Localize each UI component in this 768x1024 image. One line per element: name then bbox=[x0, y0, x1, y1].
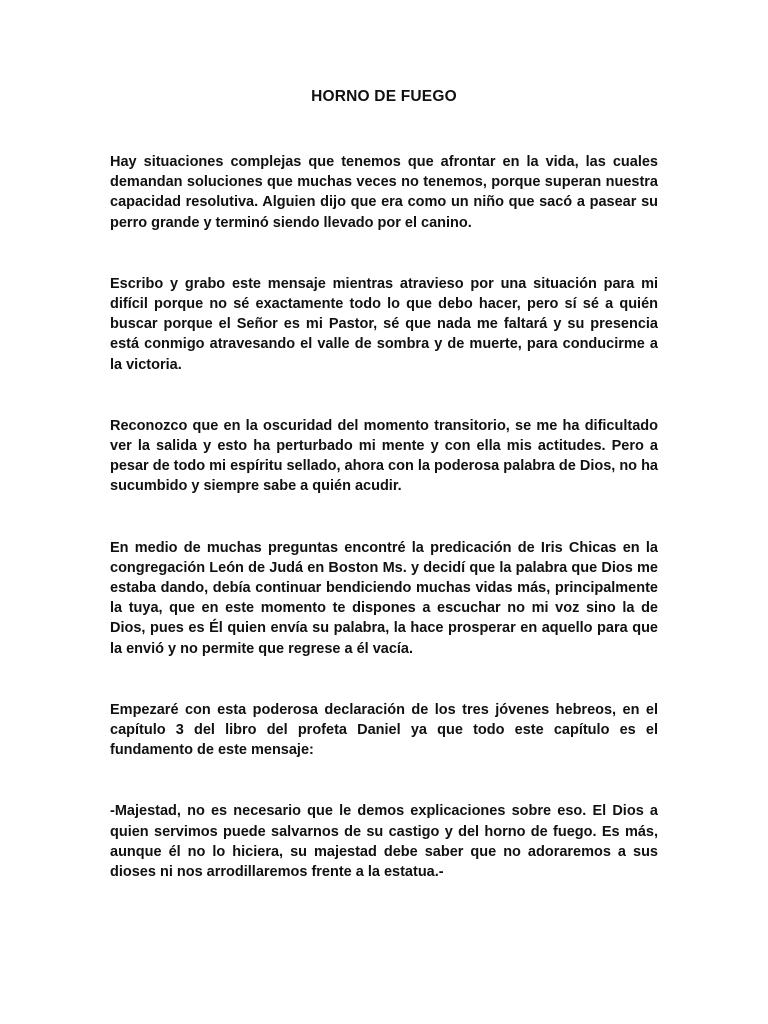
paragraph-4: En medio de muchas preguntas encontré la predicación de Iris Chicas en la congregación León de Judá en Boston Ms. y decidí que la palabra que Dios me estaba dando, debía continuar bendiciendo muchas vidas más, principalmente la tuya, que en este momento te dispones a escuchar no mi voz sino la de Dios, pues es Él quien envía su palabra, la hace prosperar en aquello para que la envió y no permite que regrese a él vacía. bbox=[110, 539, 658, 657]
document-title: HORNO DE FUEGO bbox=[311, 88, 457, 105]
document-body bbox=[110, 152, 658, 922]
paragraph-6: -Majestad, no es necesario que le demos explicaciones sobre eso. El Dios a quien servimos puede salvarnos de su castigo y del horno de fuego. Es más, aunque él no lo hiciera, su majestad debe saber que no adoraremos a sus dioses ni nos arrodillaremos frente a la estatua.- bbox=[110, 803, 658, 881]
paragraph-2: Escribo y grabo este mensaje mientras atravieso por una situación para mi difícil porque no sé exactamente todo lo que debo hacer, pero sí sé a quién buscar porque el Señor es mi Pastor, sé que nada me faltará y su presencia está conmigo atravesando el valle de sombra y de muerte, para conducirme a la victoria. bbox=[110, 275, 658, 373]
paragraph-1: Hay situaciones complejas que tenemos que afrontar en la vida, las cuales demandan soluciones que muchas veces no tenemos, porque superan nuestra capacidad resolutiva. Alguien dijo que era como un niño que sacó a pasear su perro grande y terminó siendo llevado por el canino. bbox=[110, 154, 658, 231]
paragraph-3: Reconozco que en la oscuridad del momento transitorio, se me ha dificultado ver la salida y esto ha perturbado mi mente y con ella mis actitudes. Pero a pesar de todo mi espíritu sellado, ahora con la poderosa palabra de Dios, no ha sucumbido y siempre sabe a quién acudir. bbox=[110, 417, 658, 495]
paragraph-5: Empezaré con esta poderosa declaración de los tres jóvenes hebreos, en el capítulo 3 del libro del profeta Daniel ya que todo este capítulo es el fundamento de este mensaje: bbox=[110, 701, 658, 759]
